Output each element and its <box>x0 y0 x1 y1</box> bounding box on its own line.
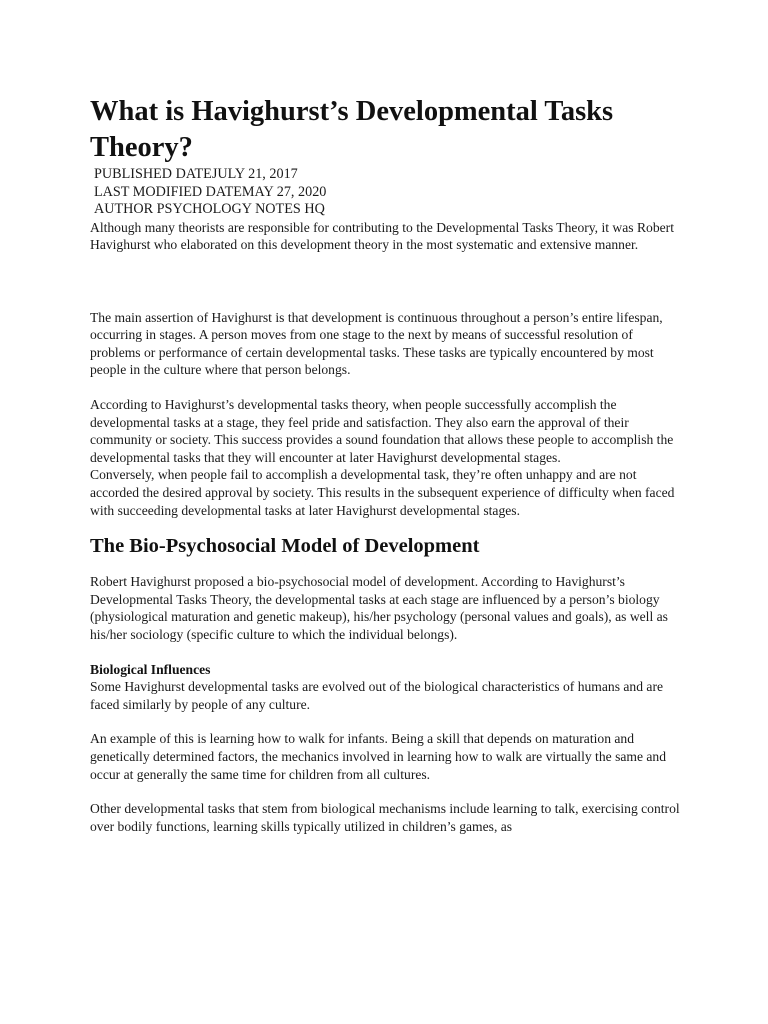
document-page <box>90 94 680 835</box>
intro-paragraph: Although many theorists are responsible for contributing to the Developmental Tasks Theory, it was Robert Havighurst who elaborated on this development theory in the most systematic and extensive manner. <box>90 219 674 253</box>
spacer <box>90 713 680 730</box>
article-title: What is Havighurst’s Developmental Tasks Theory? <box>90 96 614 163</box>
body-paragraph: According to Havighurst’s developmental tasks theory, when people successfully accomplish the developmental tasks at a stage, they feel pride and satisfaction. They also earn the approval of their community or society. This success provides a sound foundation that allows these people to accomplish the developmental tasks that they will encounter at later Havighurst developmental stages. <box>90 397 674 465</box>
subsection-paragraph: An example of this is learning how to walk for infants. Being a skill that depends on maturation and genetically determined factors, the mechanics involved in learning how to walk are virtually the same and occur at generally the same time for children from all cultures. <box>90 731 667 782</box>
spacer <box>90 519 680 533</box>
last-modified-date: LAST MODIFIED DATEMAY 27, 2020 <box>94 183 327 200</box>
body-paragraph: The main assertion of Havighurst is that development is continuous throughout a person’s entire lifespan, occurring in stages. A person moves from one stage to the next by means of successful resolution of problems or performance of certain developmental tasks. These tasks are typically encountered by most people in the culture where that person belongs. <box>90 309 663 378</box>
published-date: PUBLISHED DATEJULY 21, 2017 <box>94 166 298 182</box>
section-heading: The Bio-Psychosocial Model of Development <box>90 535 480 558</box>
subsection-heading: Biological Influences <box>90 661 211 677</box>
spacer <box>90 254 680 309</box>
spacer <box>90 783 680 800</box>
spacer <box>90 644 680 661</box>
body-paragraph: Conversely, when people fail to accomplish a developmental task, they’re often unhappy and are not accorded the desired approval by society. This results in the subsequent experience of difficulty when faced with succeeding developmental tasks at later Havighurst developmental stages. <box>90 467 675 518</box>
subsection-paragraph: Some Havighurst developmental tasks are evolved out of the biological characteristics of humans and are faced similarly by people of any culture. <box>90 679 664 712</box>
subsection-paragraph: Other developmental tasks that stem from biological mechanisms include learning to talk, exercising control over bodily functions, learning skills typically utilized in children’s games, as <box>90 801 680 834</box>
spacer <box>90 379 680 396</box>
spacer <box>90 559 680 573</box>
section-paragraph: Robert Havighurst proposed a bio-psychosocial model of development. According to Havighurst’s Developmental Tasks Theory, the developmental tasks at each stage are influenced by a person’s biology (physiological maturation and genetic makeup), his/her psychology (personal values and goals), as well as his/her sociology (specific culture to which the individual belongs). <box>90 574 668 642</box>
author-line: AUTHOR PSYCHOLOGY NOTES HQ <box>94 201 325 217</box>
